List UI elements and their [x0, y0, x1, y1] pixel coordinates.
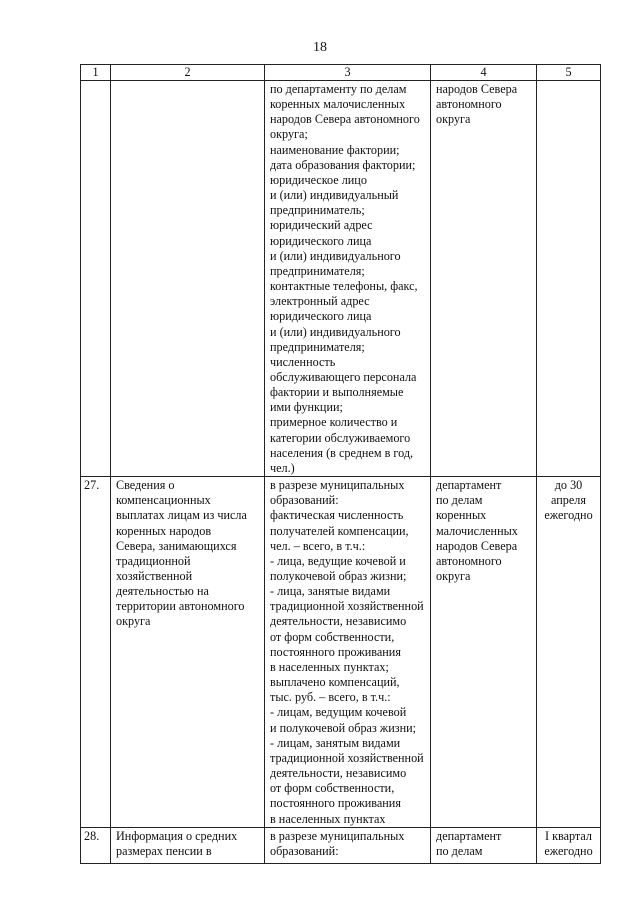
text-line: в разрезе муниципальных — [270, 478, 405, 493]
column-header: 5 — [537, 65, 601, 81]
row-number: 28. — [81, 827, 111, 863]
text-line: и (или) индивидуального — [270, 324, 401, 339]
row-indicators — [265, 477, 431, 828]
text-line: и (или) индивидуальный — [270, 188, 399, 203]
text-line: ежегодно — [544, 843, 593, 858]
text-line: юридического лица — [270, 309, 372, 324]
text-line: ежегодно — [544, 508, 593, 523]
text-line: полукочевой образ жизни; — [270, 569, 407, 583]
text-line: от форм собственности, — [270, 781, 395, 796]
text-line: размерах пенсии в — [116, 843, 212, 858]
row-number — [81, 81, 111, 477]
text-line: малочисленных — [436, 523, 518, 538]
text-line: до 30 — [554, 478, 583, 493]
text-line: деятельностью на — [116, 584, 209, 599]
text-line: получателей компенсации, — [270, 523, 409, 538]
text-line: автономного — [436, 97, 502, 112]
text-line: и полукочевой образ жизни; — [270, 720, 416, 735]
text-line: народов Севера — [436, 538, 518, 553]
text-line: фактическая численность — [270, 508, 404, 523]
row-deadline — [537, 477, 601, 828]
text-line: чел. – всего, в т.ч.: — [270, 538, 366, 553]
text-line: хозяйственной — [116, 569, 193, 583]
text-line: традиционной — [116, 553, 191, 568]
text-line: предпринимателя; — [270, 339, 365, 354]
text-line: по департаменту по делам — [270, 82, 407, 96]
text-line: юридическое лицо — [270, 172, 367, 187]
text-line: в населенных пунктах — [270, 811, 386, 826]
text-line: традиционной хозяйственной — [270, 599, 424, 614]
text-line: дата образования фактории; — [270, 157, 416, 172]
row-name — [111, 81, 265, 477]
row-name — [111, 477, 265, 828]
text-line: юридического лица — [270, 233, 372, 248]
page-number: 18 — [313, 40, 327, 55]
text-line: традиционной хозяйственной — [270, 750, 424, 765]
text-line: образований: — [270, 493, 339, 508]
text-line: населения (в среднем в год, — [270, 445, 414, 460]
text-line: постоянного проживания — [270, 644, 401, 659]
row-deadline — [537, 81, 601, 477]
text-line: округа — [116, 614, 151, 629]
text-line: от форм собственности, — [270, 629, 395, 644]
text-line: контактные телефоны, факс, — [270, 279, 418, 294]
text-line: наименование фактории; — [270, 142, 400, 157]
text-line: коренных — [436, 508, 487, 523]
text-line: деятельности, независимо — [270, 766, 407, 781]
text-line: коренных народов — [116, 523, 212, 538]
text-line: деятельности, независимо — [270, 614, 407, 629]
text-line: Сведения о — [116, 478, 175, 493]
row-responsible — [431, 477, 537, 828]
text-line: - лицам, занятым видами — [270, 735, 401, 750]
table-header-row — [81, 65, 601, 81]
text-line: тыс. руб. – всего, в т.ч.: — [270, 690, 391, 705]
text-line: чел.) — [270, 460, 295, 475]
text-line: округа — [436, 112, 471, 127]
text-line: по делам — [436, 843, 483, 858]
text-line: округа — [436, 569, 471, 583]
text-line: апреля — [551, 493, 586, 508]
text-line: предпринимателя; — [270, 263, 365, 278]
text-line: фактории и выполняемые — [270, 385, 404, 400]
row-number: 27. — [81, 477, 111, 828]
text-line: территории автономного — [116, 599, 245, 614]
text-line: I квартал — [544, 828, 593, 843]
text-line: юридический адрес — [270, 218, 373, 233]
text-line: выплачено компенсаций, — [270, 675, 400, 690]
text-line: департамент — [436, 828, 502, 843]
text-line: - лицам, ведущим кочевой — [270, 705, 407, 720]
row-name — [111, 827, 265, 863]
text-line: категории обслуживаемого — [270, 430, 411, 445]
text-line: народов Севера автономного — [270, 112, 420, 127]
row-responsible — [431, 827, 537, 863]
text-line: Информация о средних — [116, 828, 238, 843]
text-line: департамент — [436, 478, 502, 493]
table-row — [81, 477, 601, 828]
text-line: образований: — [270, 843, 339, 858]
row-deadline — [537, 827, 601, 863]
row-indicators — [265, 81, 431, 477]
text-line: автономного — [436, 553, 502, 568]
text-line: ими функции; — [270, 400, 343, 415]
text-line: электронный адрес — [270, 294, 370, 309]
text-line: - лица, ведущие кочевой и — [270, 553, 406, 568]
text-line: примерное количество и — [270, 415, 398, 430]
text-line: компенсационных — [116, 493, 211, 508]
text-line: выплатах лицам из числа — [116, 508, 247, 523]
text-line: в разрезе муниципальных — [270, 828, 405, 843]
row-responsible — [431, 81, 537, 477]
column-header: 2 — [111, 65, 265, 81]
column-header: 4 — [431, 65, 537, 81]
text-line: постоянного проживания — [270, 796, 401, 811]
text-line: округа; — [270, 127, 308, 142]
table-row — [81, 81, 601, 477]
text-line: и (или) индивидуального — [270, 248, 401, 263]
text-line: Севера, занимающихся — [116, 538, 237, 553]
text-line: предприниматель; — [270, 203, 365, 218]
column-header: 3 — [265, 65, 431, 81]
row-indicators — [265, 827, 431, 863]
report-table — [80, 64, 601, 864]
text-line: в населенных пунктах; — [270, 659, 389, 674]
text-line: коренных малочисленных — [270, 97, 406, 112]
text-line: численность — [270, 354, 336, 369]
text-line: обслуживающего персонала — [270, 369, 417, 384]
text-line: по делам — [436, 493, 483, 508]
column-header: 1 — [81, 65, 111, 81]
table-row — [81, 827, 601, 863]
text-line: народов Севера — [436, 82, 518, 96]
text-line: - лица, занятые видами — [270, 584, 391, 599]
